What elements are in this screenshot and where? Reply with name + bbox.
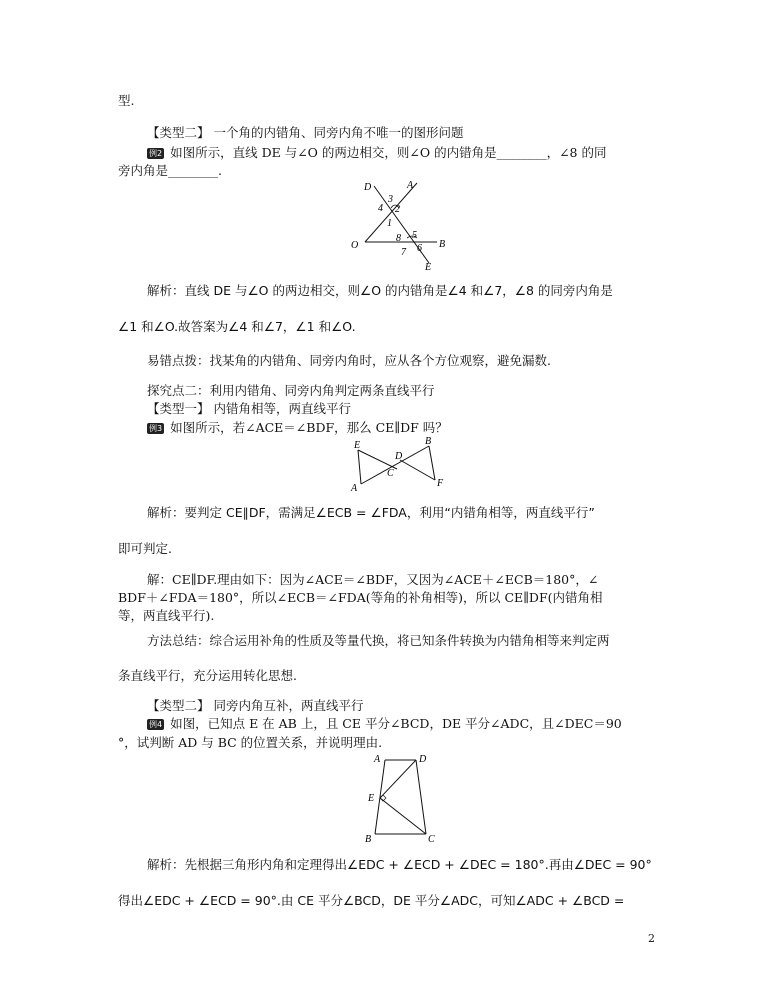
- label-2: 2: [395, 204, 400, 215]
- label-5: 5: [412, 230, 417, 241]
- label-a: A: [351, 483, 358, 494]
- label-8: 8: [396, 233, 401, 244]
- figure-parallel-ce-df: [345, 436, 465, 496]
- label-a: A: [374, 754, 381, 765]
- label-a: A: [407, 180, 414, 191]
- method-line-2: 条直线平行，充分运用转化思想.: [118, 668, 297, 683]
- label-e: E: [368, 793, 375, 804]
- section-heading: 【类型二】 一个角的内错角、同旁内角不唯一的图形问题: [147, 125, 464, 140]
- label-d: D: [419, 754, 427, 765]
- label-d: D: [364, 182, 372, 193]
- label-b: B: [365, 834, 372, 845]
- answer-3-line-2: BDF＋∠FDA＝180°，所以∠ECB＝∠FDA(等角的补角相等)，所以 CE∥DF(内错角相: [118, 590, 603, 605]
- figure-trapezoid: [355, 750, 445, 846]
- solution-4-line-1: 解析：先根据三角形内角和定理得出∠EDC + ∠ECD + ∠DEC = 180°.再由∠DEC = 90°: [147, 857, 652, 872]
- example-2-line-2: 旁内角是________.: [118, 163, 222, 178]
- method-line-1: 方法总结：综合运用补角的性质及等量代换，将已知条件转换为内错角相等来判定两: [147, 633, 610, 648]
- answer-3-line-3: 等，两直线平行).: [118, 608, 215, 623]
- label-e: E: [425, 262, 432, 272]
- label-6: 6: [417, 243, 422, 254]
- label-o: O: [351, 240, 359, 251]
- label-3: 3: [388, 194, 393, 205]
- label-c: C: [387, 468, 394, 479]
- example-3-line: [147, 419, 707, 437]
- label-4: 4: [378, 203, 383, 214]
- example-tag: 例3: [149, 424, 163, 433]
- section-heading: 【类型一】 内错角相等，两直线平行: [147, 401, 351, 416]
- example-2-line-1: [147, 144, 707, 162]
- label-e: E: [354, 440, 361, 451]
- example-tag: 例4: [149, 720, 163, 729]
- figure-angle-o: [345, 178, 465, 272]
- label-b: B: [425, 436, 432, 447]
- tip-line: 易错点拨：找某角的内错角、同旁内角时，应从各个方位观察，避免漏数.: [147, 353, 551, 368]
- solution-3-line-2: 即可判定.: [118, 541, 172, 556]
- example-tag: 例2: [149, 149, 163, 158]
- label-c: C: [428, 834, 435, 845]
- solution-2-line-1: 解析：直线 DE 与∠O 的两边相交，则∠O 的内错角是∠4 和∠7，∠8 的同旁内角是: [147, 283, 613, 298]
- label-f: F: [437, 478, 444, 489]
- example-text: 如图，已知点 E 在 AB 上，且 CE 平分∠BCD，DE 平分∠ADC，且∠DEC＝90: [170, 716, 622, 731]
- solution-3-line-1: 解析：要判定 CE∥DF，需满足∠ECB = ∠FDA，利用“内错角相等，两直线平行”: [147, 505, 595, 520]
- label-b: B: [439, 239, 446, 250]
- page-number: 2: [648, 932, 655, 945]
- explore-heading: 探究点二：利用内错角、同旁内角判定两条直线平行: [147, 383, 435, 398]
- label-d: D: [395, 451, 403, 462]
- example-text: 如图所示，若∠ACE＝∠BDF，那么 CE∥DF 吗？: [170, 420, 448, 435]
- text-line: 型.: [118, 93, 135, 108]
- answer-3-line-1: 解：CE∥DF.理由如下：因为∠ACE＝∠BDF，又因为∠ACE＋∠ECB＝180°，∠: [147, 572, 599, 587]
- section-heading: 【类型二】 同旁内角互补，两直线平行: [147, 698, 364, 713]
- example-4-line-1: [147, 715, 707, 733]
- solution-2-line-2: ∠1 和∠O.故答案为∠4 和∠7，∠1 和∠O.: [118, 319, 356, 334]
- example-text: 如图所示，直线 DE 与∠O 的两边相交，则∠O 的内错角是________，∠8 的同: [170, 145, 607, 160]
- label-7: 7: [401, 247, 406, 258]
- example-4-line-2: °，试判断 AD 与 BC 的位置关系，并说明理由.: [118, 735, 383, 750]
- solution-4-line-2: 得出∠EDC + ∠ECD = 90°.由 CE 平分∠BCD，DE 平分∠ADC，可知∠ADC + ∠BCD =: [118, 893, 625, 908]
- label-1: 1: [387, 218, 392, 229]
